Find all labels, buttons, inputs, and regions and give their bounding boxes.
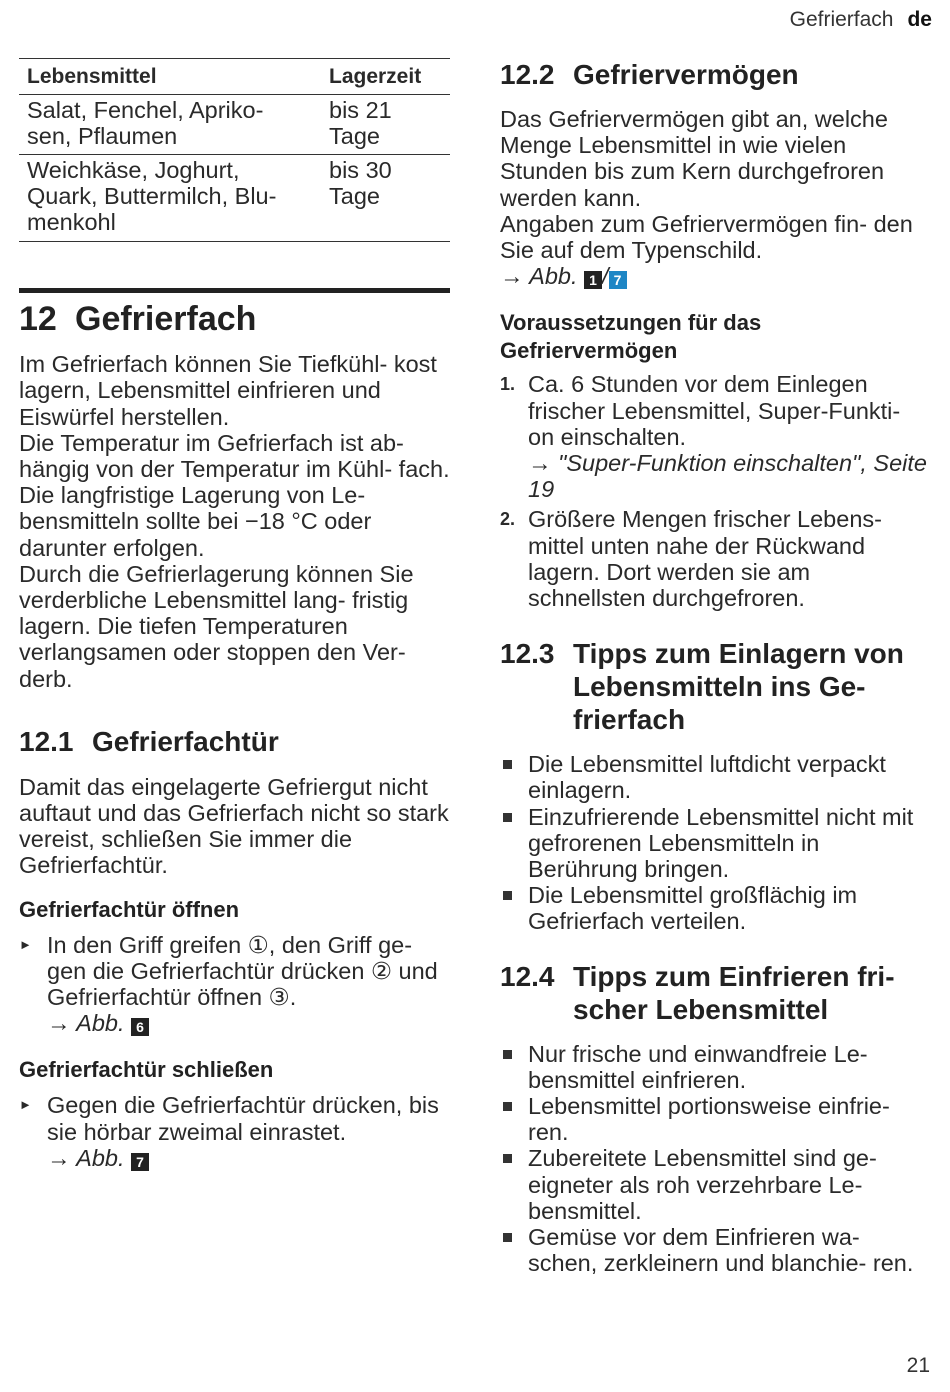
- table-header-row: [19, 59, 450, 95]
- step-number: 1.: [500, 374, 516, 395]
- square-bullet-icon: [500, 1145, 528, 1224]
- table-row: [19, 95, 450, 154]
- list-item: [500, 1224, 932, 1276]
- section-number: 12.1: [19, 725, 74, 757]
- figure-number-badge: 7: [131, 1153, 149, 1171]
- page-reference: → "Super-Funktion einschalten", Seite 19: [528, 450, 927, 503]
- section-number: 12.3: [500, 638, 555, 670]
- square-bullet-icon: [500, 751, 528, 803]
- section-text: Damit das eingelagerte Gefriergut nicht auftaut und das Gefrierfach nicht so stark vereist, schließen Sie immer die Gefrierfachtür.: [19, 773, 449, 879]
- subheading-open-door: Gefrierfachtür öffnen: [19, 896, 240, 922]
- chapter-title: Gefrierfach: [75, 300, 257, 339]
- square-bullet-icon: [500, 1093, 528, 1145]
- section-text: Das Gefriervermögen gibt an, welche Menge Lebensmittel in wie vielen Stunden bis zum Kern durchgefroren werden kann.: [500, 106, 888, 211]
- section-heading-12-4: [500, 960, 932, 1026]
- table-cell-food: Salat, Fenchel, Apriko- sen, Pflaumen: [19, 95, 321, 154]
- page-number: 21: [906, 1354, 930, 1377]
- step-number: 2.: [500, 509, 516, 530]
- list-item-text: Nur frische und einwandfreie Le- bensmittel einfrieren.: [528, 1040, 868, 1093]
- list-item-text: Die Lebensmittel luftdicht verpackt einlagern.: [528, 751, 886, 804]
- subheading-close-door: Gefrierfachtür schließen: [19, 1057, 274, 1083]
- bullet-list: [500, 751, 932, 934]
- chapter-heading: [19, 288, 450, 339]
- section-title: Tipps zum Einlagern von Lebensmitteln ins Ge- frierfach: [573, 638, 904, 736]
- left-column: [19, 58, 450, 1171]
- storage-table: [19, 58, 450, 242]
- figure-number-badge: 1: [584, 271, 602, 289]
- header-language: de: [907, 8, 932, 31]
- list-item-text: Gemüse vor dem Einfrieren wa- schen, zerkleinern und blanchie- ren.: [528, 1224, 914, 1277]
- step-text: Ca. 6 Stunden vor dem Einlegen frischer Lebensmittel, Super-Funkti- on einschalten.: [528, 371, 901, 450]
- reference-text: "Super-Funktion einschalten", Seite 19: [528, 450, 927, 503]
- section-title: Tipps zum Einfrieren fri- scher Lebensmittel: [573, 960, 895, 1025]
- figure-separator: /: [602, 263, 609, 290]
- square-bullet-icon: [500, 804, 528, 883]
- square-bullet-icon: [500, 1224, 528, 1276]
- numbered-steps: [500, 371, 932, 611]
- figure-reference: → Abb. 7: [47, 1145, 450, 1171]
- section-heading-12-2: [500, 58, 932, 91]
- section-heading-12-3: [500, 637, 932, 736]
- list-item: [500, 1093, 932, 1145]
- square-bullet-icon: [500, 1041, 528, 1093]
- figure-number-badge: 6: [131, 1018, 149, 1036]
- section-title: Gefrierfachtür: [92, 725, 279, 757]
- numbered-step: [500, 371, 932, 502]
- intro-paragraph: Im Gefrierfach können Sie Tiefkühl- kost lagern, Lebensmittel einfrieren und Eiswürfel herstellen.: [19, 351, 437, 430]
- square-bullet-icon: [500, 882, 528, 934]
- table-header-food: Lebensmittel: [19, 59, 321, 95]
- list-item-text: Lebensmittel portionsweise einfrie- ren.: [528, 1093, 890, 1146]
- intro-paragraph: Durch die Gefrierlagerung können Sie verderbliche Lebensmittel lang- fristig lagern. Die tiefen Temperaturen verlangsamen oder stoppen den Ver- derb.: [19, 560, 414, 692]
- page-header: [790, 8, 932, 32]
- section-number: 12.2: [500, 59, 555, 90]
- list-item: [500, 751, 932, 803]
- instruction-step: [19, 1092, 450, 1171]
- intro-paragraph: Die langfristige Lagerung von Le- bensmitteln sollte bei −18 °C oder darunter erfolgen.: [19, 482, 372, 561]
- step-text: Gegen die Gefrierfachtür drücken, bis sie hörbar zweimal einrastet.: [47, 1092, 439, 1145]
- section-number: 12.4: [500, 960, 555, 992]
- list-item-text: Die Lebensmittel großflächig im Gefrierfach verteilen.: [528, 882, 858, 935]
- reference-label: Abb.: [76, 1144, 125, 1171]
- list-item: [500, 1145, 932, 1224]
- chapter-intro: [19, 351, 450, 692]
- table-cell-time: bis 30 Tage: [321, 154, 450, 242]
- reference-label: Abb.: [76, 1010, 125, 1037]
- section-heading-12-1: [19, 725, 450, 758]
- table-cell-food: Weichkäse, Joghurt, Quark, Buttermilch, Blu- menkohl: [19, 154, 321, 242]
- instruction-step: [19, 932, 450, 1037]
- chapter-number: 12: [19, 300, 57, 339]
- figure-number-badge: 7: [609, 271, 627, 289]
- step-text: In den Griff greifen ①, den Griff ge- gen die Gefrierfachtür drücken ② und Gefrierfachtür öffnen ③.: [47, 931, 438, 1011]
- subheading-prerequisites: Voraussetzungen für das Gefriervermögen: [500, 310, 762, 364]
- figure-reference: → Abb. 6: [47, 1010, 450, 1036]
- list-item: [500, 1041, 932, 1093]
- table-cell-time: bis 21 Tage: [321, 95, 450, 154]
- table-row: [19, 154, 450, 242]
- section-title: Gefriervermögen: [573, 59, 799, 90]
- right-column: [500, 58, 932, 1277]
- list-item-text: Zubereitete Lebensmittel sind ge- eigneter als roh verzehrbare Le- bensmittel.: [528, 1145, 877, 1224]
- triangle-bullet-icon: ►: [19, 1097, 32, 1113]
- list-item-text: Einzufrierende Lebensmittel nicht mit gefrorenen Lebensmitteln in Berührung bringen.: [528, 803, 914, 883]
- section-text: Angaben zum Gefriervermögen fin- den Sie auf dem Typenschild.: [500, 210, 913, 264]
- reference-label: Abb.: [529, 263, 578, 290]
- header-section: Gefrierfach: [789, 8, 894, 31]
- intro-paragraph: Die Temperatur im Gefrierfach ist ab- hängig von der Temperatur im Kühl- fach.: [19, 429, 450, 483]
- bullet-list: [500, 1041, 932, 1277]
- list-item: [500, 804, 932, 883]
- list-item: [500, 882, 932, 934]
- step-text: Größere Mengen frischer Lebens- mittel unten nahe der Rückwand lagern. Dort werden sie am schnellsten durchgefroren.: [528, 506, 882, 612]
- figure-reference: → Abb. 1 / 7: [500, 263, 932, 289]
- table-header-time: Lagerzeit: [321, 59, 450, 95]
- numbered-step: [500, 506, 932, 611]
- triangle-bullet-icon: ►: [19, 936, 32, 952]
